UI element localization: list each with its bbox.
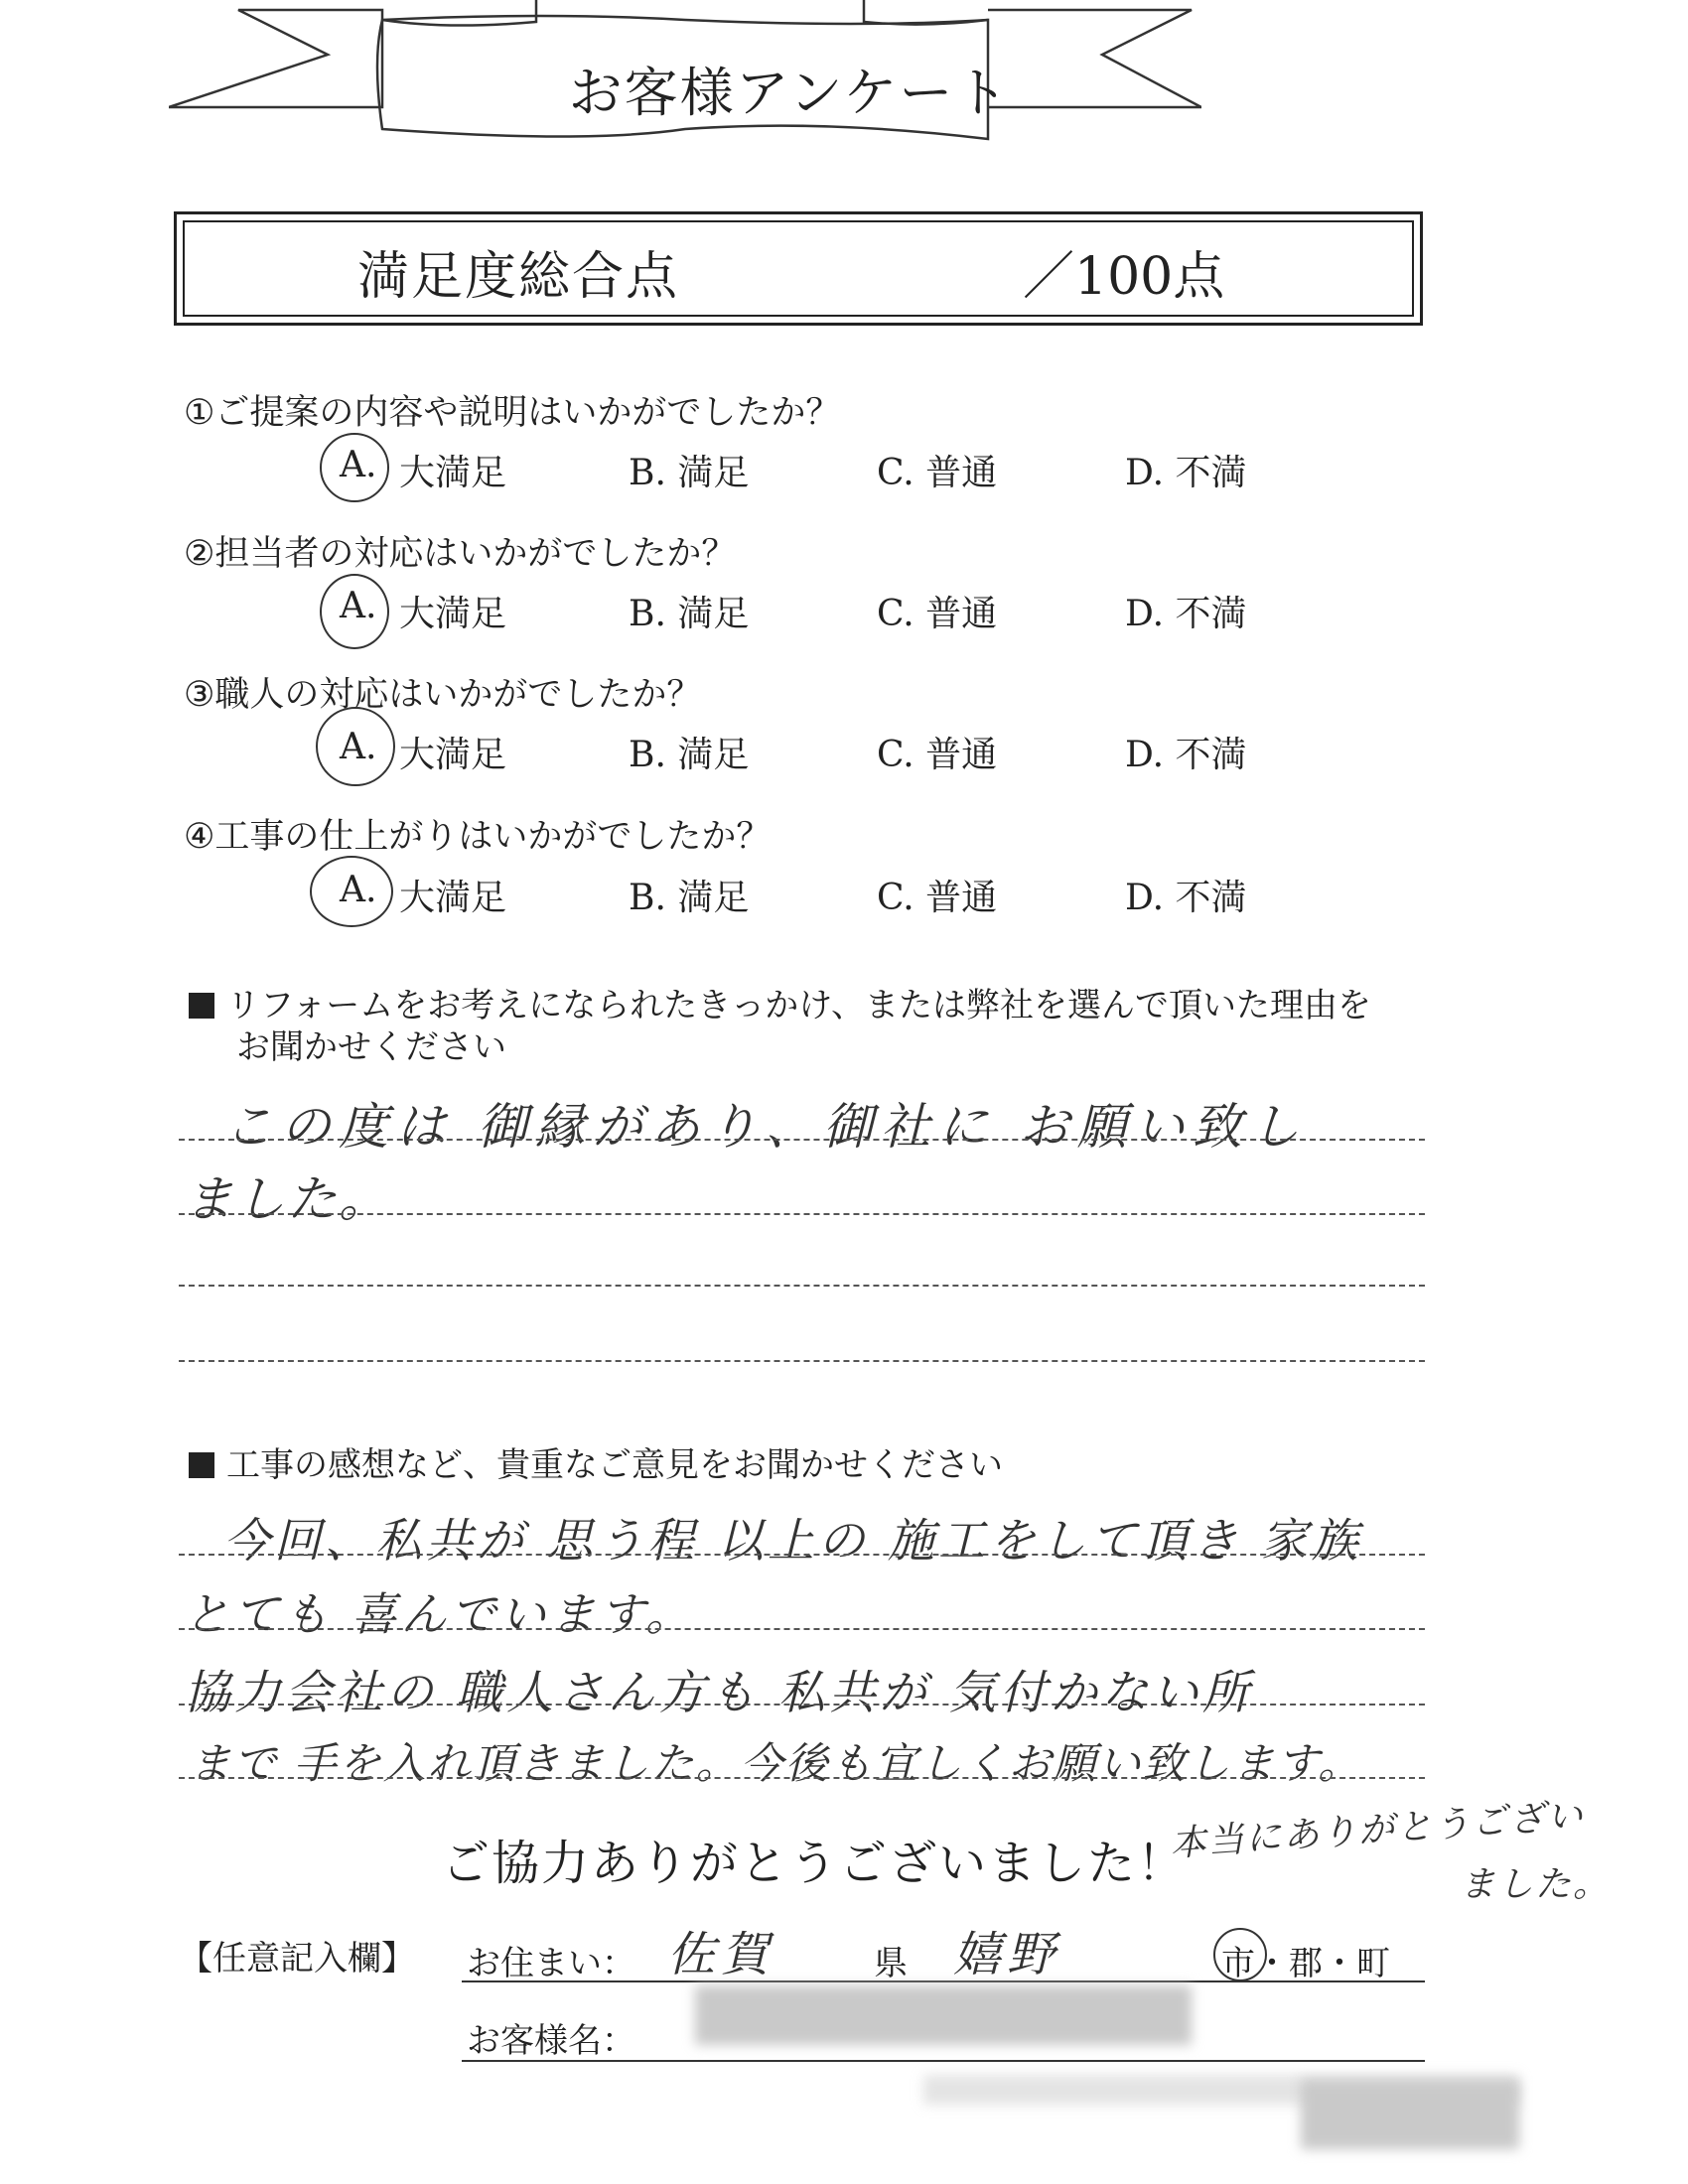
option-b-q2[interactable]: B. 満足: [629, 594, 750, 634]
section1-heading-line2: お聞かせください: [236, 1027, 506, 1067]
option-d-q4[interactable]: D. 不満: [1125, 878, 1247, 918]
redacted-name: [695, 1985, 1192, 2045]
answer-line: [179, 1777, 1425, 1779]
name-underline: [462, 2060, 1425, 2062]
prefecture-label: 県: [874, 1944, 908, 1983]
option-d-q2[interactable]: D. 不満: [1125, 594, 1247, 634]
section1-answer-line2: ました。: [184, 1170, 390, 1228]
section2-answer-line4: まで 手を入れ頂きました。今後も宜しくお願い致します。: [189, 1739, 1363, 1789]
option-c-q4[interactable]: C. 普通: [877, 878, 998, 918]
section2-answer-line2: とても 喜んでいます。: [184, 1587, 695, 1641]
handwritten-thanks-line2: ました。: [1460, 1864, 1612, 1905]
square-bullet-icon: [189, 1452, 214, 1478]
section1-heading: リフォームをお考えになられたきっかけ、または弊社を選んで頂いた理由を: [189, 978, 1371, 1026]
option-c-q1[interactable]: C. 普通: [877, 453, 998, 493]
address-label: お住まい：: [467, 1944, 635, 1983]
handwritten-thanks-line1: 本当にありがとうござい: [1169, 1795, 1587, 1865]
redacted-name: [1301, 2080, 1519, 2149]
address-underline: [462, 1980, 1425, 1982]
city-type-options[interactable]: 市・郡・町: [1221, 1944, 1390, 1983]
answer-line: [179, 1554, 1425, 1556]
section2-heading: 工事の感想など、貴重なご意見をお聞かせください: [189, 1437, 1003, 1486]
option-b-q4[interactable]: B. 満足: [629, 878, 750, 918]
score-max: ／100点: [1023, 247, 1225, 307]
option-a-q3[interactable]: A.: [340, 727, 377, 767]
optional-entry-label: 【任意記入欄】: [179, 1939, 415, 1979]
score-label: 満足度総合点: [357, 247, 680, 307]
option-d-q1[interactable]: D. 不満: [1125, 453, 1247, 493]
answer-line: [179, 1704, 1425, 1706]
option-a-q1[interactable]: A.: [340, 445, 377, 485]
option-b-q1[interactable]: B. 満足: [629, 453, 750, 493]
option-c-q2[interactable]: C. 普通: [877, 594, 998, 634]
question-2: ②担当者の対応はいかがでしたか？: [184, 534, 737, 574]
prefecture-value[interactable]: 佐賀: [667, 1927, 775, 1982]
answer-line: [179, 1360, 1425, 1362]
answer-line: [179, 1139, 1425, 1141]
option-a-q2[interactable]: A.: [340, 586, 377, 626]
square-bullet-icon: [189, 993, 214, 1019]
option-a-label-q2: 大満足: [399, 594, 507, 634]
question-3: ③職人の対応はいかがでしたか？: [184, 675, 702, 715]
answer-line: [179, 1628, 1425, 1630]
section2-answer-line1: 今回、私共が 思う程 以上の 施工をして頂き 家族: [223, 1514, 1362, 1569]
option-d-q3[interactable]: D. 不満: [1125, 735, 1247, 775]
section2-answer-line3: 協力会社の 職人さん方も 私共が 気付かない所: [184, 1666, 1253, 1720]
option-a-label-q3: 大満足: [399, 735, 507, 775]
answer-line: [179, 1213, 1425, 1215]
question-4: ④工事の仕上がりはいかがでしたか？: [184, 817, 772, 857]
answer-line: [179, 1285, 1425, 1287]
option-a-label-q4: 大満足: [399, 878, 507, 918]
option-a-q4[interactable]: A.: [340, 870, 377, 910]
option-c-q3[interactable]: C. 普通: [877, 735, 998, 775]
option-a-label-q1: 大満足: [399, 453, 507, 493]
option-b-q3[interactable]: B. 満足: [629, 735, 750, 775]
question-1: ①ご提案の内容や説明はいかがでしたか？: [184, 393, 841, 433]
customer-name-label: お客様名：: [467, 2021, 635, 2061]
section1-answer-line1: この度は 御縁があり、御社に お願い致し: [223, 1098, 1308, 1156]
page-title: お客様アンケート: [568, 61, 1011, 124]
city-value[interactable]: 嬉野: [953, 1927, 1061, 1982]
thanks-message: ご協力ありがとうございました！: [442, 1836, 1188, 1891]
